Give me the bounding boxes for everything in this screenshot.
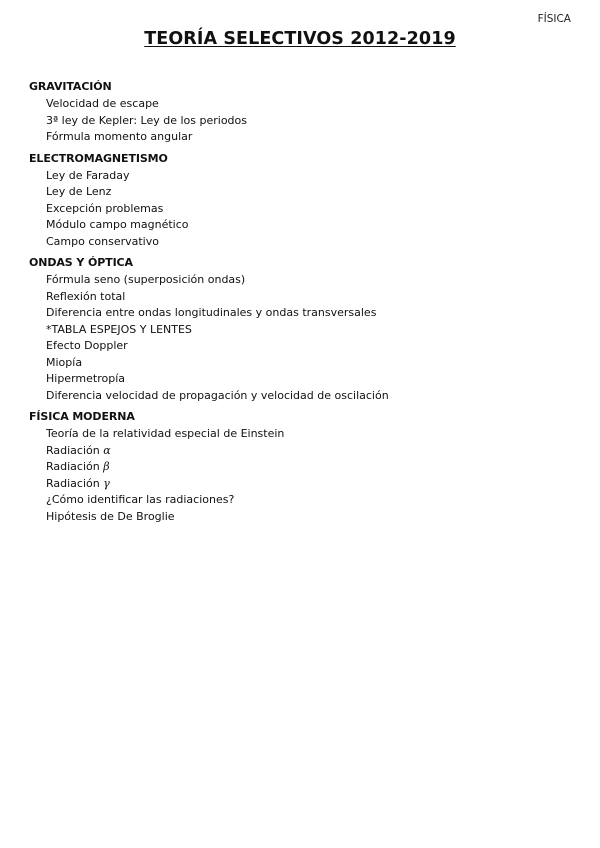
list-item bbox=[46, 443, 589, 460]
list-item: Diferencia entre ondas longitudinales y ondas transversales bbox=[46, 306, 377, 319]
list-item bbox=[46, 476, 589, 493]
list-item: Módulo campo magnético bbox=[46, 218, 189, 231]
topic-list bbox=[29, 426, 589, 525]
list-item: Reflexión total bbox=[46, 289, 126, 303]
section-fisica-moderna bbox=[29, 409, 589, 525]
list-item: Velocidad de escape bbox=[46, 97, 159, 110]
list-item: ¿Cómo identificar las radiaciones? bbox=[46, 493, 235, 506]
list-item: Hipótesis de De Broglie bbox=[46, 509, 175, 523]
list-item: Hipermetropía bbox=[46, 372, 125, 385]
beta-symbol: β bbox=[103, 460, 110, 473]
alpha-symbol: α bbox=[103, 443, 111, 457]
section-title: ELECTROMAGNETISMO bbox=[29, 151, 168, 165]
topic-list bbox=[29, 272, 589, 404]
list-item: *TABLA ESPEJOS Y LENTES bbox=[46, 322, 192, 336]
list-item: Miopía bbox=[46, 355, 83, 369]
gamma-symbol: γ bbox=[103, 476, 110, 490]
section-title: FÍSICA MODERNA bbox=[29, 410, 135, 423]
subject-label: FÍSICA bbox=[537, 13, 571, 25]
list-item: Excepción problemas bbox=[46, 201, 164, 215]
list-item: Ley de Lenz bbox=[46, 185, 112, 198]
list-item: Diferencia velocidad de propagación y velocidad de oscilación bbox=[46, 388, 389, 402]
page-title: TEORÍA SELECTIVOS 2012-2019 bbox=[144, 29, 456, 49]
document-body bbox=[29, 79, 589, 530]
section-ondas-optica bbox=[29, 255, 589, 404]
topic-list bbox=[29, 168, 589, 251]
section-title: GRAVITACIÓN bbox=[29, 80, 112, 93]
section-electromagnetismo bbox=[29, 151, 589, 251]
list-item: Ley de Faraday bbox=[46, 168, 130, 182]
list-item: Fórmula seno (superposición ondas) bbox=[46, 273, 246, 286]
topic-list bbox=[29, 96, 589, 146]
list-item bbox=[46, 459, 589, 476]
list-item: 3ª ley de Kepler: Ley de los periodos bbox=[46, 113, 247, 127]
list-item: Teoría de la relatividad especial de Einstein bbox=[46, 427, 285, 440]
section-title: ONDAS Y ÓPTICA bbox=[29, 256, 133, 269]
item-text: Radiación bbox=[46, 443, 100, 457]
section-gravitacion bbox=[29, 79, 589, 146]
item-text: Radiación bbox=[46, 460, 100, 473]
item-text: Radiación bbox=[46, 476, 100, 490]
list-item: Efecto Doppler bbox=[46, 339, 128, 352]
list-item: Campo conservativo bbox=[46, 234, 159, 248]
list-item: Fórmula momento angular bbox=[46, 130, 193, 143]
